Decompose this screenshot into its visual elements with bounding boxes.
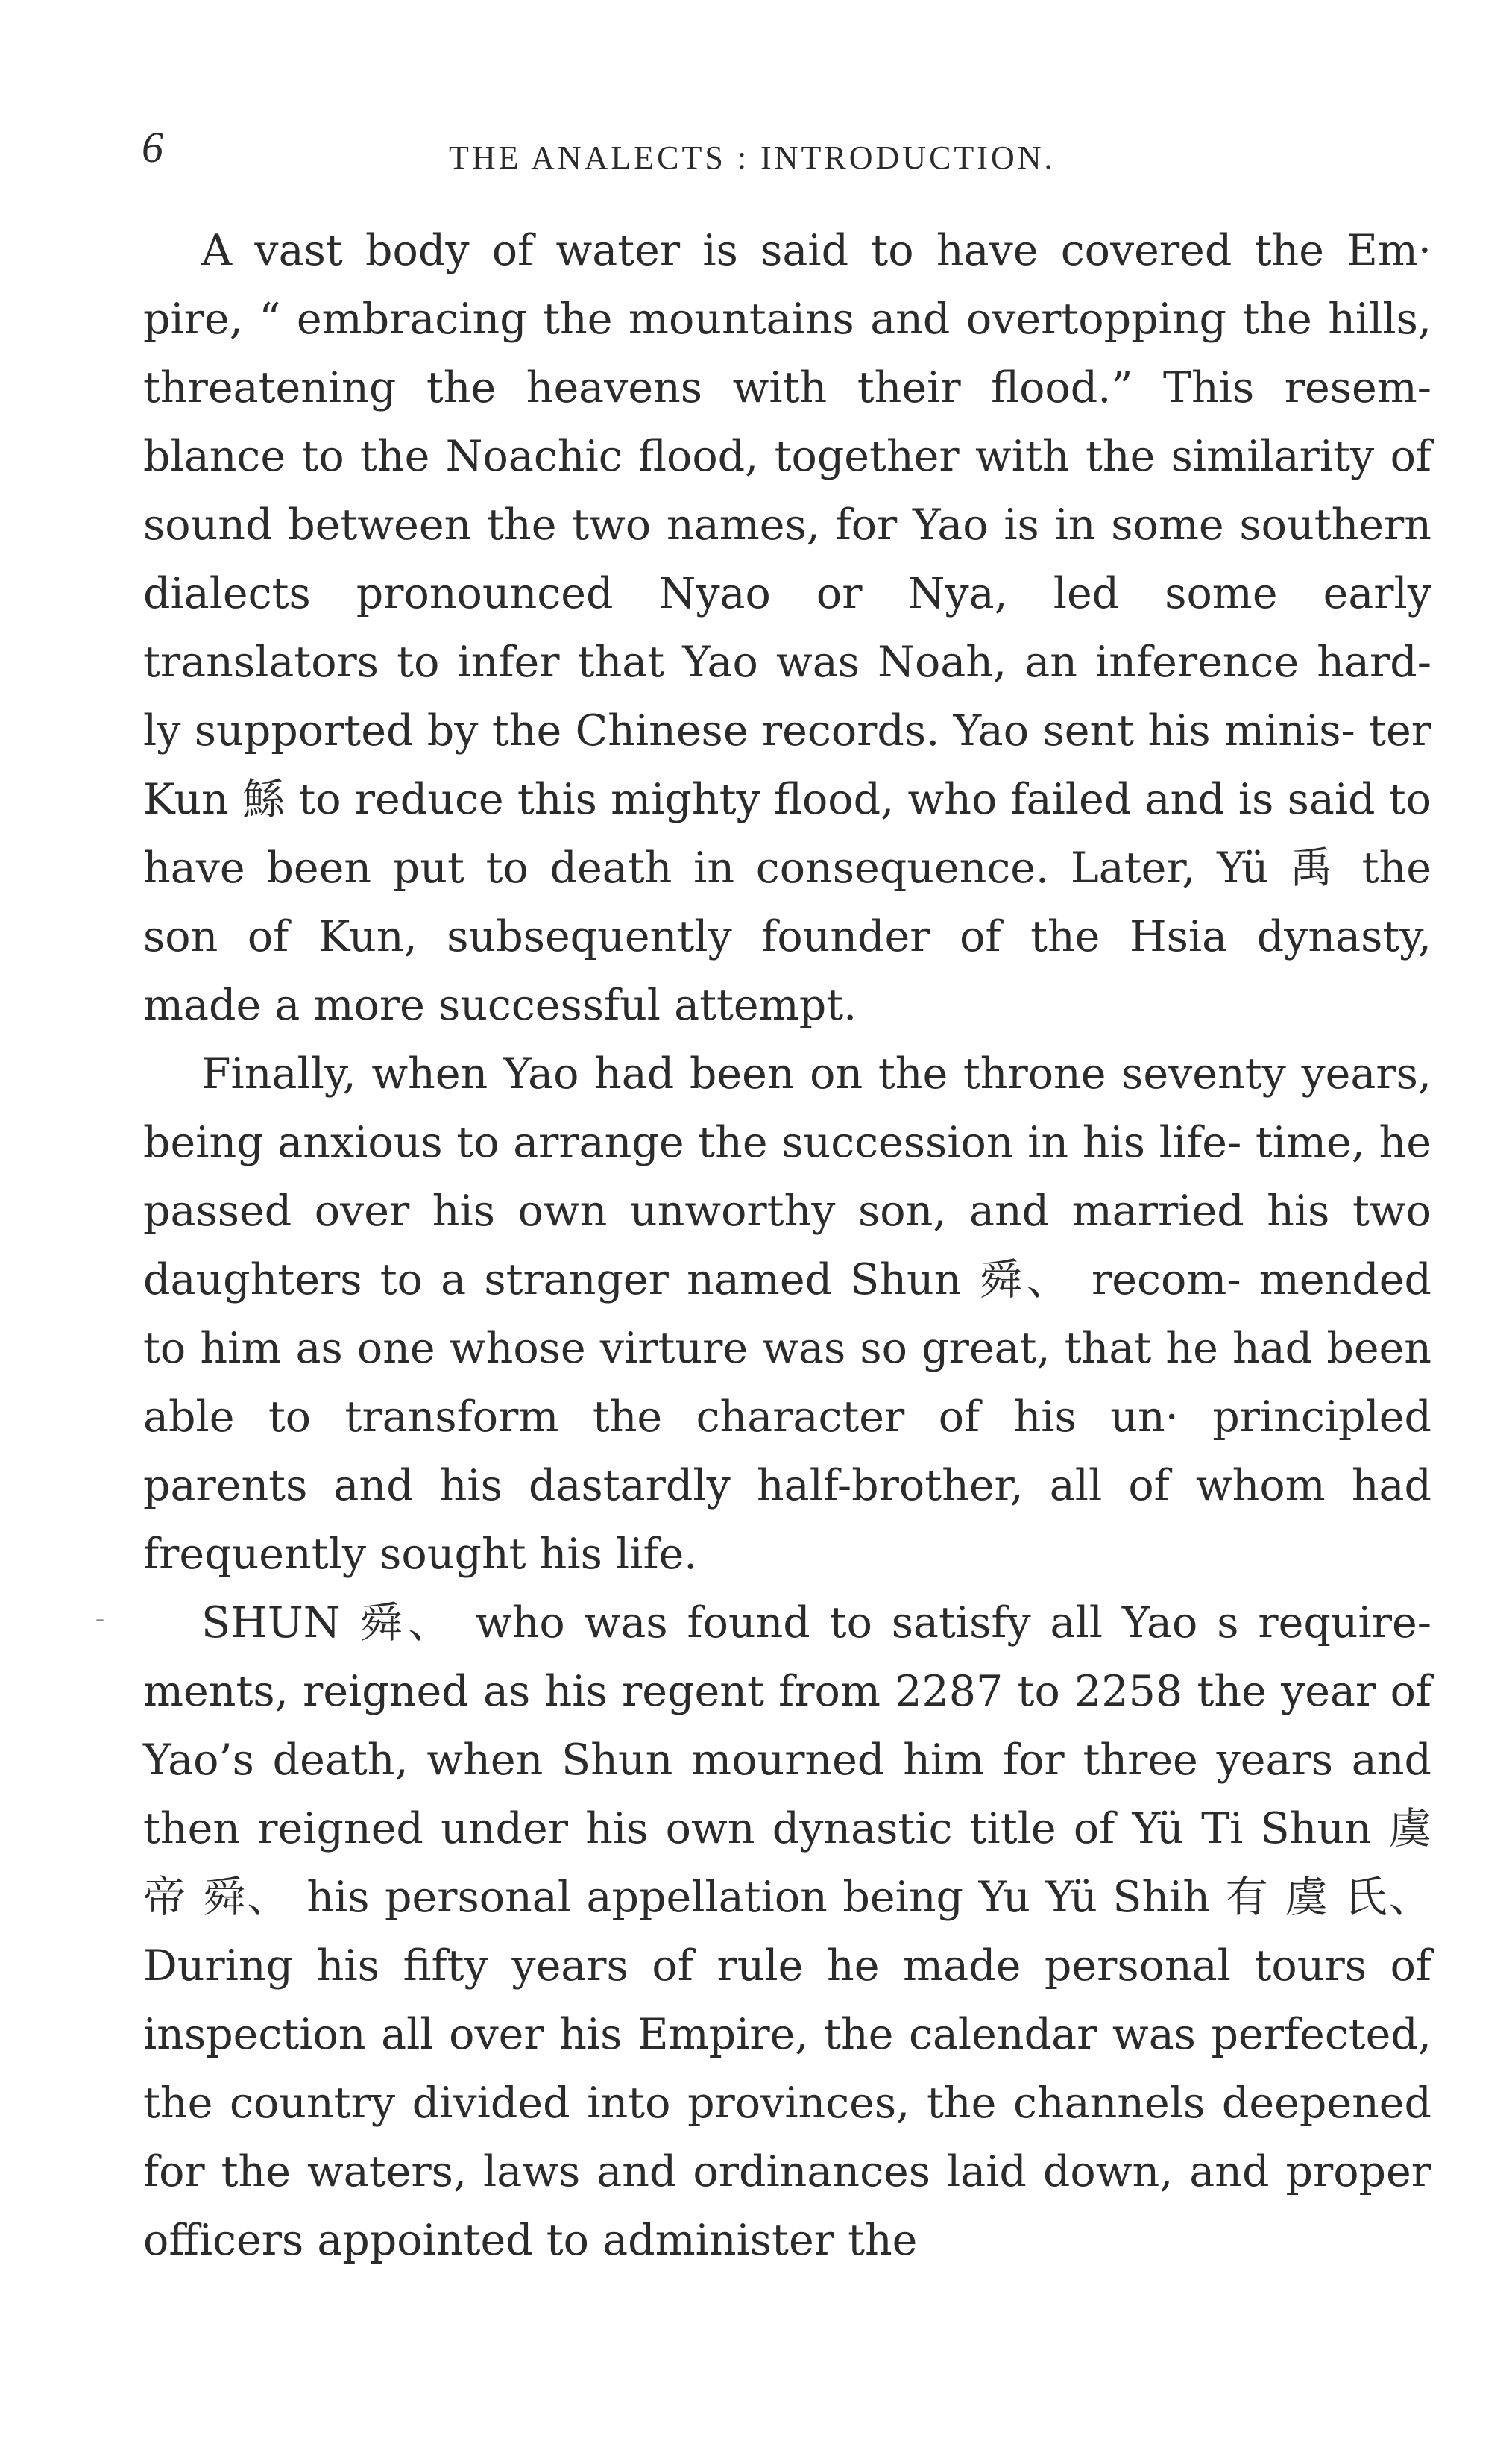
body-text: [143, 216, 1431, 2275]
paragraph-flood: A vast body of water is said to have covered the Em· pire, “ embracing the mountains and overtopping the hills, threatening the heavens with their flood.” This resem- blance to the Noachic flood, together with the similarity of sound between the two names, for Yao is in some southern dialects pronounced Nyao or Nya, led some early translators to infer that Yao was Noah, an inference hard- ly supported by the Chinese records. Yao sent his minis- ter Kun 鯀 to reduce this mighty flood, who failed and is said to have been put to death in consequence. Later, Yü 禹 the son of Kun, subsequently founder of the Hsia dynasty, made a more successful attempt.: [143, 226, 1431, 1030]
page-number: 6: [142, 123, 163, 172]
margin-mark: -: [95, 1603, 104, 1633]
paragraph-succession: Finally, when Yao had been on the throne seventy years, being anxious to arrange the succession in his life- time, he passed over his own unworthy son, and married his two daughters to a stranger named Shun 舜、 recom- mended to him as one whose virture was so great, that he had been able to transform the character of his un· principled parents and his dastardly half-brother, all of whom had frequently sought his life.: [143, 1049, 1431, 1579]
page-header: [142, 118, 1431, 178]
running-head: THE ANALECTS : INTRODUCTION.: [449, 139, 1056, 176]
paragraph-shun: SHUN 舜、 who was found to satisfy all Yao s require- ments, reigned as his regent from 2287 to 2258 the year of Yao’s death, when Shun mourned him for three years and then reigned under his own dynastic title of Yü Ti Shun 虞 帝 舜、 his personal appellation being Yu Yü Shih 有 虞 氏、 During his fifty years of rule he made personal tours of inspection all over his Empire, the calendar was perfected, the country divided into provinces, the channels deepened for the waters, laws and ordinances laid down, and proper officers appointed to administer the: [143, 1598, 1431, 2265]
